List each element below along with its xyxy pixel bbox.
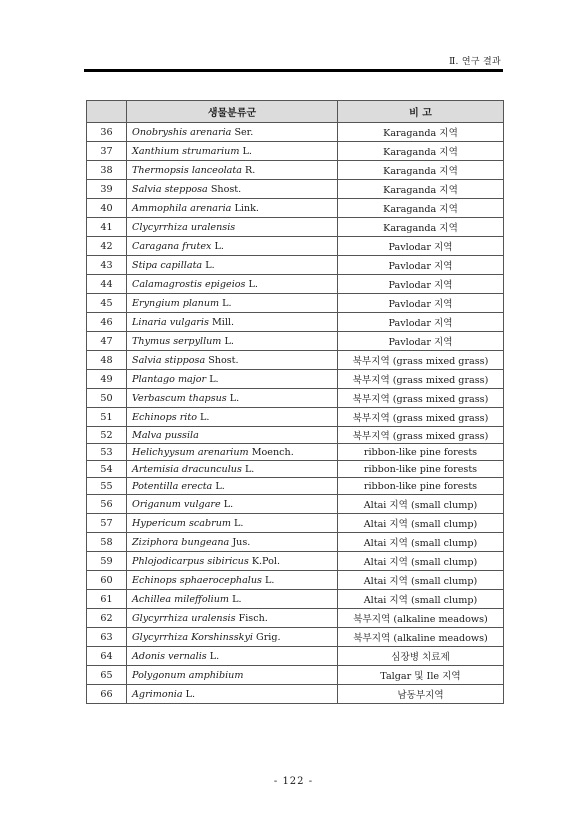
taxon-cell — [127, 590, 338, 609]
row-number: 59 — [87, 552, 127, 571]
species-author: L. — [265, 574, 275, 586]
row-number: 48 — [87, 351, 127, 370]
species-name: Achillea mileffolium — [132, 593, 230, 605]
taxon-cell — [127, 427, 338, 444]
species-author: L. — [214, 240, 224, 252]
table-row — [87, 533, 504, 552]
species-name: Echinops sphaerocephalus — [132, 574, 262, 586]
column-header-taxon: 생물분류군 — [127, 101, 338, 123]
column-header-number — [87, 101, 127, 123]
row-number: 43 — [87, 256, 127, 275]
taxon-cell — [127, 478, 338, 495]
remark-cell: Pavlodar 지역 — [338, 237, 504, 256]
row-number: 52 — [87, 427, 127, 444]
species-author: Link. — [234, 202, 259, 214]
row-number: 55 — [87, 478, 127, 495]
row-number: 65 — [87, 666, 127, 685]
row-number: 44 — [87, 275, 127, 294]
remark-cell: Pavlodar 지역 — [338, 294, 504, 313]
table-row — [87, 609, 504, 628]
species-author: L. — [200, 411, 210, 423]
taxon-cell — [127, 552, 338, 571]
remark-cell: ribbon-like pine forests — [338, 444, 504, 461]
species-author: Fisch. — [238, 612, 268, 624]
table-row — [87, 408, 504, 427]
taxon-cell — [127, 275, 338, 294]
taxon-cell — [127, 199, 338, 218]
remark-cell: Altai 지역 (small clump) — [338, 514, 504, 533]
species-author: L. — [215, 480, 225, 492]
section-title: Ⅱ. 연구 결과 — [449, 57, 501, 67]
species-name: Origanum vulgare — [132, 498, 221, 510]
row-number: 61 — [87, 590, 127, 609]
taxon-cell — [127, 237, 338, 256]
species-author: L. — [248, 278, 258, 290]
species-author: Jus. — [232, 536, 251, 548]
table-row — [87, 514, 504, 533]
taxon-cell — [127, 495, 338, 514]
remark-cell: Altai 지역 (small clump) — [338, 590, 504, 609]
taxon-cell — [127, 609, 338, 628]
species-name: Agrimonia — [132, 688, 183, 700]
table-row — [87, 313, 504, 332]
species-author: K.Pol. — [251, 555, 280, 567]
species-author: L. — [232, 593, 242, 605]
row-number: 42 — [87, 237, 127, 256]
taxon-cell — [127, 142, 338, 161]
species-author: Shost. — [210, 183, 242, 195]
table-row — [87, 628, 504, 647]
row-number: 38 — [87, 161, 127, 180]
species-name: Salvia stepposa — [132, 183, 208, 195]
remark-cell: 북부지역 (grass mixed grass) — [338, 389, 504, 408]
row-number: 50 — [87, 389, 127, 408]
species-author: Shost. — [208, 354, 239, 366]
remark-cell: Altai 지역 (small clump) — [338, 571, 504, 590]
row-number: 46 — [87, 313, 127, 332]
taxon-cell — [127, 685, 338, 704]
table-row — [87, 256, 504, 275]
species-author: Grig. — [256, 631, 281, 643]
table-row — [87, 294, 504, 313]
species-author: L. — [234, 517, 244, 529]
row-number: 53 — [87, 444, 127, 461]
taxon-cell — [127, 628, 338, 647]
species-name: Phlojodicarpus sibiricus — [132, 555, 249, 567]
table-row — [87, 161, 504, 180]
header-rule — [84, 69, 503, 72]
species-author: L. — [242, 145, 252, 157]
species-name: Salvia stipposa — [132, 354, 206, 366]
row-number: 36 — [87, 123, 127, 142]
remark-cell: Karaganda 지역 — [338, 199, 504, 218]
remark-cell: Karaganda 지역 — [338, 180, 504, 199]
taxon-cell — [127, 123, 338, 142]
species-name: Eryngium planum — [132, 297, 220, 309]
table-row — [87, 478, 504, 495]
taxon-cell — [127, 571, 338, 590]
taxon-cell — [127, 351, 338, 370]
species-table — [86, 100, 504, 704]
table-row — [87, 123, 504, 142]
table-row — [87, 685, 504, 704]
taxon-cell — [127, 256, 338, 275]
species-name: Polygonum amphibium — [132, 669, 244, 681]
table-row — [87, 666, 504, 685]
remark-cell: Pavlodar 지역 — [338, 275, 504, 294]
row-number: 64 — [87, 647, 127, 666]
remark-cell: 북부지역 (alkaline meadows) — [338, 628, 504, 647]
table-row — [87, 389, 504, 408]
species-name: Onobryshis arenaria — [132, 126, 232, 138]
table-row — [87, 461, 504, 478]
species-name: Artemisia dracunculus — [132, 463, 242, 475]
table-header-row — [87, 101, 504, 123]
page-number: - 122 - — [273, 776, 314, 787]
row-number: 45 — [87, 294, 127, 313]
species-name: Verbascum thapsus — [132, 392, 227, 404]
species-name: Ziziphora bungeana — [132, 536, 230, 548]
remark-cell: 남동부지역 — [338, 685, 504, 704]
species-author: L. — [229, 392, 240, 404]
remark-cell: 북부지역 (grass mixed grass) — [338, 408, 504, 427]
remark-cell: Karaganda 지역 — [338, 161, 504, 180]
remark-cell: 북부지역 (grass mixed grass) — [338, 370, 504, 389]
species-author: L. — [222, 297, 232, 309]
table-row — [87, 552, 504, 571]
table-row — [87, 237, 504, 256]
species-name: Thermopsis lanceolata — [132, 164, 242, 176]
remark-cell: 북부지역 (alkaline meadows) — [338, 609, 504, 628]
row-number: 57 — [87, 514, 127, 533]
taxon-cell — [127, 444, 338, 461]
taxon-cell — [127, 180, 338, 199]
table-row — [87, 370, 504, 389]
species-author: R. — [245, 164, 256, 176]
species-author: Mill. — [211, 316, 235, 328]
taxon-cell — [127, 666, 338, 685]
row-number: 37 — [87, 142, 127, 161]
species-name: Thymus serpyllum — [132, 335, 222, 347]
taxon-cell — [127, 514, 338, 533]
remark-cell: Pavlodar 지역 — [338, 332, 504, 351]
species-author: L. — [205, 259, 215, 271]
taxon-cell — [127, 533, 338, 552]
remark-cell: Altai 지역 (small clump) — [338, 533, 504, 552]
row-number: 49 — [87, 370, 127, 389]
species-name: Stipa capillata — [132, 259, 203, 271]
remark-cell: Pavlodar 지역 — [338, 313, 504, 332]
table-row — [87, 590, 504, 609]
species-name: Caragana frutex — [132, 240, 212, 252]
species-name: Hypericum scabrum — [132, 517, 231, 529]
remark-cell: 북부지역 (grass mixed grass) — [338, 427, 504, 444]
species-author: Ser. — [234, 126, 254, 138]
table-row — [87, 275, 504, 294]
remark-cell: 북부지역 (grass mixed grass) — [338, 351, 504, 370]
table-row — [87, 495, 504, 514]
table-row — [87, 180, 504, 199]
species-name: Glycyrrhiza uralensis — [132, 612, 236, 624]
species-name: Potentilla erecta — [132, 480, 213, 492]
species-author: L. — [209, 373, 219, 385]
row-number: 51 — [87, 408, 127, 427]
species-author: L. — [185, 688, 196, 700]
row-number: 60 — [87, 571, 127, 590]
table-row — [87, 647, 504, 666]
taxon-cell — [127, 461, 338, 478]
taxon-cell — [127, 370, 338, 389]
species-name: Malva pussila — [132, 429, 199, 441]
species-name: Helichyysum arenarium — [132, 446, 249, 458]
remark-cell: Altai 지역 (small clump) — [338, 495, 504, 514]
table-row — [87, 218, 504, 237]
table-row — [87, 444, 504, 461]
row-number: 47 — [87, 332, 127, 351]
taxon-cell — [127, 313, 338, 332]
species-name: Plantago major — [132, 373, 207, 385]
table-row — [87, 571, 504, 590]
row-number: 40 — [87, 199, 127, 218]
remark-cell: Karaganda 지역 — [338, 123, 504, 142]
species-author: Moench. — [251, 446, 294, 458]
remark-cell: 심장병 치료제 — [338, 647, 504, 666]
species-author: L. — [223, 498, 234, 510]
table-body — [87, 123, 504, 704]
column-header-remarks: 비 고 — [338, 101, 504, 123]
row-number: 58 — [87, 533, 127, 552]
row-number: 56 — [87, 495, 127, 514]
taxon-cell — [127, 332, 338, 351]
species-author: L. — [209, 650, 220, 662]
taxon-cell — [127, 161, 338, 180]
row-number: 39 — [87, 180, 127, 199]
species-name: Echinops rito — [132, 411, 197, 423]
row-number: 62 — [87, 609, 127, 628]
remark-cell: Talgar 및 Ile 지역 — [338, 666, 504, 685]
taxon-cell — [127, 294, 338, 313]
species-name: Xanthium strumarium — [132, 145, 240, 157]
table-row — [87, 427, 504, 444]
table-row — [87, 199, 504, 218]
remark-cell: Altai 지역 (small clump) — [338, 552, 504, 571]
species-name: Adonis vernalis — [132, 650, 207, 662]
taxon-cell — [127, 408, 338, 427]
row-number: 63 — [87, 628, 127, 647]
taxon-cell — [127, 218, 338, 237]
taxon-cell — [127, 647, 338, 666]
row-number: 54 — [87, 461, 127, 478]
row-number: 66 — [87, 685, 127, 704]
remark-cell: ribbon-like pine forests — [338, 478, 504, 495]
table-row — [87, 351, 504, 370]
remark-cell: ribbon-like pine forests — [338, 461, 504, 478]
row-number: 41 — [87, 218, 127, 237]
species-name: Calamagrostis epigeios — [132, 278, 246, 290]
table-row — [87, 142, 504, 161]
species-name: Linaria vulgaris — [132, 316, 209, 328]
species-name: Glycyrrhiza Korshinsskyi — [132, 631, 253, 643]
table-row — [87, 332, 504, 351]
species-author: L. — [224, 335, 234, 347]
species-name: Ammophila arenaria — [132, 202, 232, 214]
taxon-cell — [127, 389, 338, 408]
remark-cell: Karaganda 지역 — [338, 142, 504, 161]
species-author: L. — [244, 463, 255, 475]
species-name: Clycyrrhiza uralensis — [132, 221, 236, 233]
remark-cell: Karaganda 지역 — [338, 218, 504, 237]
remark-cell: Pavlodar 지역 — [338, 256, 504, 275]
